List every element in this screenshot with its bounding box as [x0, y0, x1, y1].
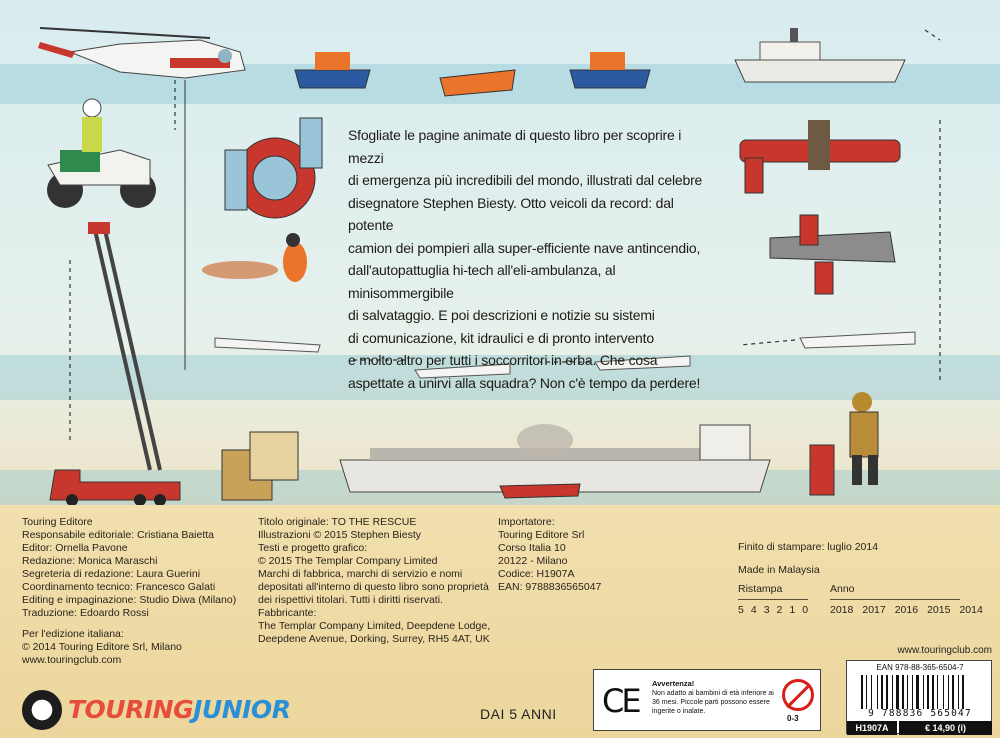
website: www.touringclub.com	[897, 645, 992, 656]
credit-line: Touring Editore	[22, 516, 93, 528]
blurb-line: disegnatore Stephen Biesty. Otto veicoli da record: dal potente	[348, 194, 674, 233]
no-under-3-icon	[782, 679, 814, 711]
blurb-line: di emergenza più incredibili del mondo, illustrati dal celebre	[348, 172, 703, 188]
police-motorcycle-illustration	[47, 99, 156, 208]
barcode-bar	[932, 675, 934, 709]
credit-line: © 2015 The Templar Company Limited	[258, 555, 438, 567]
fire-truck-illustration	[50, 222, 180, 505]
barcode-bar	[948, 675, 949, 709]
divider	[738, 599, 808, 600]
reprint-number: 4	[750, 604, 757, 616]
credit-line: Per l'edizione italiana:	[22, 628, 124, 640]
barcode-bar	[896, 675, 899, 709]
lifeboats-illustration	[295, 52, 650, 96]
printing-info	[738, 541, 988, 618]
spacer	[22, 620, 252, 628]
divers-illustration	[202, 233, 307, 282]
barcode-bar	[912, 675, 913, 709]
credit-line: 20122 - Milano	[498, 555, 568, 567]
barcode-bar	[881, 675, 883, 709]
reprint-number: 2	[776, 604, 783, 616]
credit-line: Testi e progetto grafico:	[258, 542, 368, 554]
blurb-line: camion dei pompieri alla super-efficiente nave antincendio,	[348, 239, 701, 256]
barcode-bar	[937, 675, 938, 709]
barcode-bar	[892, 675, 893, 709]
ean-digits: 9 788836 565047	[868, 708, 972, 719]
year-number: 2015	[927, 604, 951, 616]
credit-line: Titolo originale: TO THE RESCUE	[258, 516, 417, 528]
barcode-bar	[962, 675, 964, 709]
credit-line: Marchi di fabbrica, marchi di servizio e nomi	[258, 568, 463, 580]
blurb-line: aspettate a unirvi alla squadra? Non c'è tempo da perdere!	[348, 374, 701, 391]
credit-line: Codice: H1907A	[498, 568, 575, 580]
ce-mark-icon: CE	[602, 682, 639, 720]
barcode-bar	[871, 675, 872, 709]
sponge-blocks-illustration	[222, 432, 298, 500]
reprint-number: 5	[738, 604, 744, 616]
reprint-number: 1	[789, 604, 796, 616]
barcode-bar	[902, 675, 904, 709]
blurb-line: di comunicazione, kit idraulici e di pronto intervento	[348, 329, 654, 346]
credit-line: Corso Italia 10	[498, 542, 566, 554]
credit-line: Coordinamento tecnico: Francesco Galati	[22, 581, 216, 593]
blurb-line: dall'autopattuglia hi-tech all'eli-ambulanza, al minisommergibile	[348, 262, 616, 301]
touring-junior-brand	[68, 695, 290, 724]
fireboat-illustration	[735, 28, 905, 82]
touring-club-logo	[22, 690, 62, 730]
barcode-bar	[958, 675, 959, 709]
year-number: 2018	[830, 604, 854, 616]
barcode-box	[846, 660, 992, 734]
product-code: H1907A	[847, 721, 897, 735]
credit-line: www.touringclub.com	[22, 654, 122, 666]
credit-line: Segreteria di redazione: Laura Guerini	[22, 568, 201, 580]
credits-original-edition	[258, 516, 491, 646]
divider	[830, 599, 960, 600]
credit-line: Responsabile editoriale: Cristiana Baietta	[22, 529, 215, 541]
reprint-number: 3	[763, 604, 770, 616]
warning-text: Non adatto ai bambini di età inferiore ai 36 mesi. Piccole parti possono essere ingerite o inalate.	[652, 690, 774, 715]
credit-line: © 2014 Touring Editore Srl, Milano	[22, 641, 182, 653]
brand-part: TOURING	[68, 695, 194, 724]
year-number: 2017	[862, 604, 886, 616]
firefighter-illustration	[810, 392, 878, 495]
price: € 14,90 (i)	[899, 721, 992, 735]
barcode-bar	[916, 675, 919, 709]
year-number: 2016	[894, 604, 919, 616]
barcode-bar	[877, 675, 878, 709]
warning-title: Avvertenza!	[652, 679, 695, 688]
credits-importer	[498, 516, 698, 594]
isbn-text: EAN 978-88-365-6504-7	[876, 663, 964, 672]
barcode-bar	[886, 675, 888, 709]
credit-line: Importatore:	[498, 516, 555, 528]
credits-publisher	[22, 516, 252, 667]
barcode-icon	[861, 675, 981, 709]
tanker-ship-illustration	[340, 424, 770, 498]
credit-line: Editor: Ornella Pavone	[22, 542, 128, 554]
credit-line: Editing e impaginazione: Studio Diwa (Milano)	[22, 594, 237, 606]
year-numbers	[830, 604, 983, 617]
credit-line: The Templar Company Limited, Deepdene Lodge,	[258, 620, 491, 632]
blurb-line: di salvataggio. E poi descrizioni e notizie su sistemi	[348, 307, 655, 323]
reprint-grid	[738, 554, 988, 618]
age-sign-label: 0-3	[787, 714, 799, 723]
barcode-bar	[927, 675, 929, 709]
barcode-bar	[866, 675, 867, 709]
age-recommendation: DAI 5 ANNI	[480, 706, 557, 722]
pump-turbine-illustration	[225, 118, 322, 218]
blurb-line: Sfogliate le pagine animate di questo libro per scoprire i mezzi	[348, 127, 682, 166]
made-in: Made in Malaysia	[738, 564, 820, 576]
barcode-bar	[943, 675, 944, 709]
safety-warning-box	[593, 669, 821, 731]
credit-line: Redazione: Monica Maraschi	[22, 555, 158, 567]
brand-part: JUNIOR	[193, 695, 291, 724]
credit-line: EAN: 9788836565047	[498, 581, 602, 593]
barcode-bar	[952, 675, 954, 709]
barcode-bar	[907, 675, 908, 709]
reprint-numbers	[738, 604, 808, 617]
year-label: Anno	[830, 583, 855, 595]
blurb-line: e molto altro per tutti i soccorritori in erba. Che cosa	[348, 352, 658, 368]
reprint-number: 0	[802, 604, 809, 616]
barcode-bar	[861, 675, 863, 709]
reprint-label: Ristampa	[738, 583, 783, 595]
credit-line: depositati all'interno di questo libro sono proprietà	[258, 581, 489, 593]
back-cover-blurb	[348, 124, 703, 394]
fire-hose-equipment-illustration	[740, 120, 900, 294]
credit-line: Illustrazioni © 2015 Stephen Biesty	[258, 529, 421, 541]
credit-line: dei rispettivi titolari. Tutti i diritti riservati.	[258, 594, 443, 606]
credit-line: Fabbricante:	[258, 607, 317, 619]
credit-line: Touring Editore Srl	[498, 529, 585, 541]
credit-line: Deepdene Avenue, Dorking, Surrey, RH5 4AT, UK	[258, 633, 490, 645]
credit-line: Traduzione: Edoardo Rossi	[22, 607, 149, 619]
year-number: 2014	[959, 604, 983, 616]
finished-printing: Finito di stampare: luglio 2014	[738, 541, 879, 553]
barcode-bar	[923, 675, 924, 709]
